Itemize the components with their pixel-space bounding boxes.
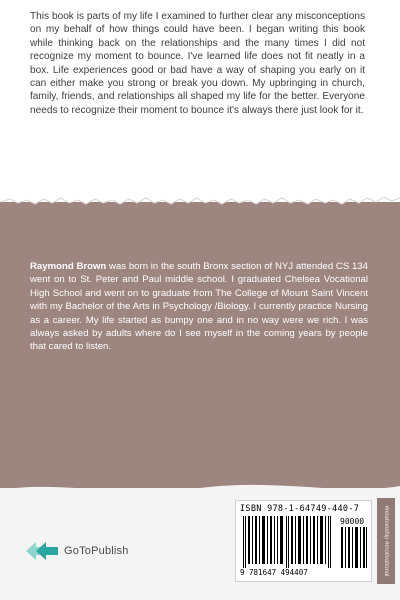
gotopublish-logo-icon xyxy=(22,538,62,564)
author-bio-text: was born in the south Bronx section of NYJ attended CS 134 went on to St. Peter and Paul middle school. I graduated Chelsea Vocational High School and went on to graduate from The College of Mount Saint Vincent with my Bachelor of the Arts in Psychology /Biology. I currently practice Nursing as a career. My life started as bumpy one and in no way were we rich. I was always asked by adults where do I see myself in the coming years by people that cared to listen. xyxy=(30,261,368,353)
wave-divider xyxy=(0,478,400,500)
blurb-section xyxy=(0,0,400,192)
blurb-text: This book is parts of my life I examined to further clear any misconceptions on my behalf of how things could have been. I began writing this book while thinking back on the relationships and the many times I did not recognize my moment to bounce. I've learned life does not fit neatly in a box. Life experiences good or bad have a way of shaping you early on it can either make you strong or break you down. My upbringing in church, family, friends, and relationships all shaped my life for the better. Everyone needs to recognize their moment to bounce it's always there just look for it. xyxy=(30,11,365,116)
hashtag-tab xyxy=(377,498,395,584)
author-name: Raymond Brown xyxy=(30,261,107,272)
isbn-label: ISBN 978-1-64749-440-7 xyxy=(240,504,360,514)
torn-paper-edge xyxy=(0,176,400,212)
author-bio xyxy=(30,260,368,354)
price-barcode-bars xyxy=(340,527,368,568)
isbn-barcode xyxy=(235,500,372,582)
ean-digits: 9 781647 494407 xyxy=(240,568,308,577)
publisher-name: GoToPublish xyxy=(64,545,129,557)
hashtag-text: #relationship #motivational xyxy=(383,505,389,577)
publisher-logo xyxy=(22,538,129,564)
ean-barcode-bars xyxy=(240,516,336,568)
price-code: 90000 xyxy=(340,517,365,526)
